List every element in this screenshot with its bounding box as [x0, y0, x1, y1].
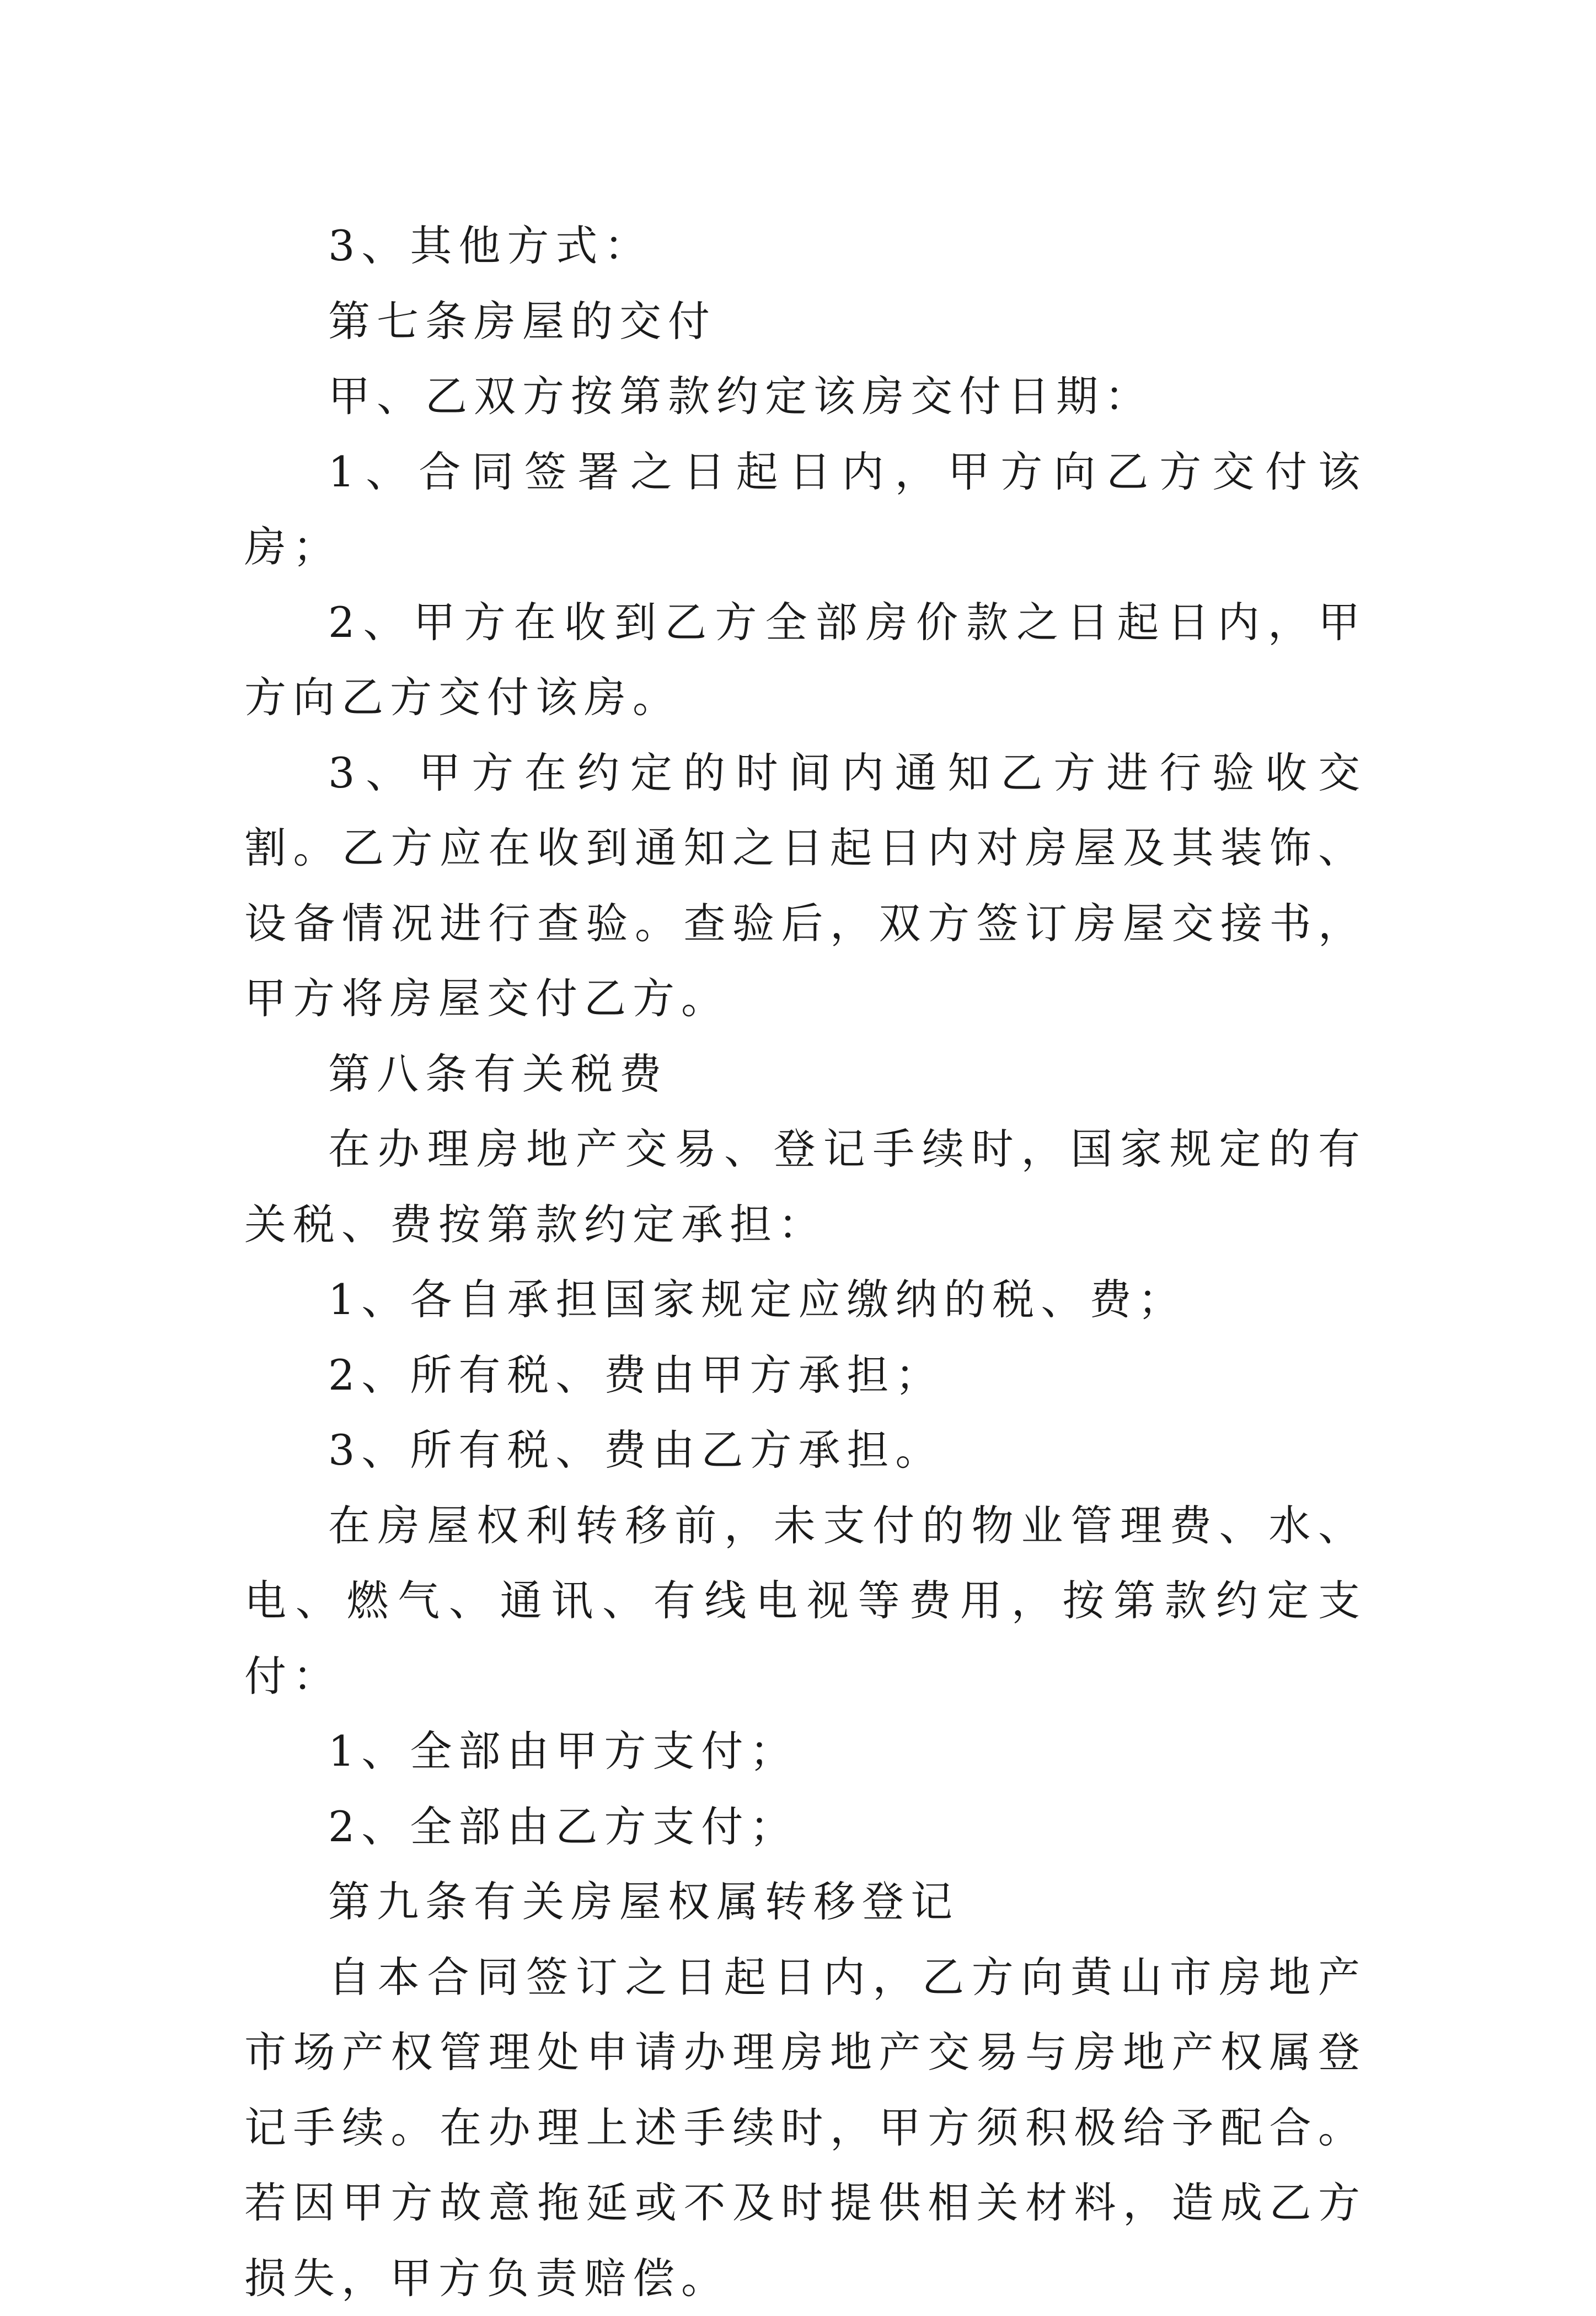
paragraph-other-methods: 3、其他方式： [244, 208, 1367, 284]
paragraph-delivery-date: 甲、乙双方按第款约定该房交付日期： [244, 359, 1367, 435]
paragraph-delivery-option-3: 3、甲方在约定的时间内通知乙方进行验收交割。乙方应在收到通知之日起日内对房屋及其装饰、设备情况进行查验。查验后，双方签订房屋交接书，甲方将房屋交付乙方。 [244, 736, 1367, 1037]
heading-article-7: 第七条房屋的交付 [244, 284, 1367, 360]
paragraph-delivery-option-1: 1、合同签署之日起日内，甲方向乙方交付该房； [244, 435, 1367, 585]
heading-article-8: 第八条有关税费 [244, 1037, 1367, 1112]
paragraph-tax-option-2: 2、所有税、费由甲方承担； [244, 1338, 1367, 1413]
paragraph-delivery-option-2: 2、甲方在收到乙方全部房价款之日起日内，甲方向乙方交付该房。 [244, 585, 1367, 736]
paragraph-tax-option-1: 1、各自承担国家规定应缴纳的税、费； [244, 1262, 1367, 1338]
paragraph-fee-option-2: 2、全部由乙方支付； [244, 1789, 1367, 1865]
paragraph-registration: 自本合同签订之日起日内，乙方向黄山市房地产市场产权管理处申请办理房地产交易与房地产权属登记手续。在办理上述手续时，甲方须积极给予配合。若因甲方故意拖延或不及时提供相关材料，造成乙方损失，甲方负责赔偿。 [244, 1940, 1367, 2316]
document-body [244, 208, 1367, 2316]
paragraph-tax-option-3: 3、所有税、费由乙方承担。 [244, 1413, 1367, 1488]
heading-article-9: 第九条有关房屋权属转移登记 [244, 1864, 1367, 1940]
paragraph-taxes-intro: 在办理房地产交易、登记手续时，国家规定的有关税、费按第款约定承担： [244, 1112, 1367, 1262]
paragraph-fees-intro: 在房屋权利转移前，未支付的物业管理费、水、电、燃气、通讯、有线电视等费用，按第款约定支付： [244, 1488, 1367, 1714]
paragraph-fee-option-1: 1、全部由甲方支付； [244, 1714, 1367, 1789]
